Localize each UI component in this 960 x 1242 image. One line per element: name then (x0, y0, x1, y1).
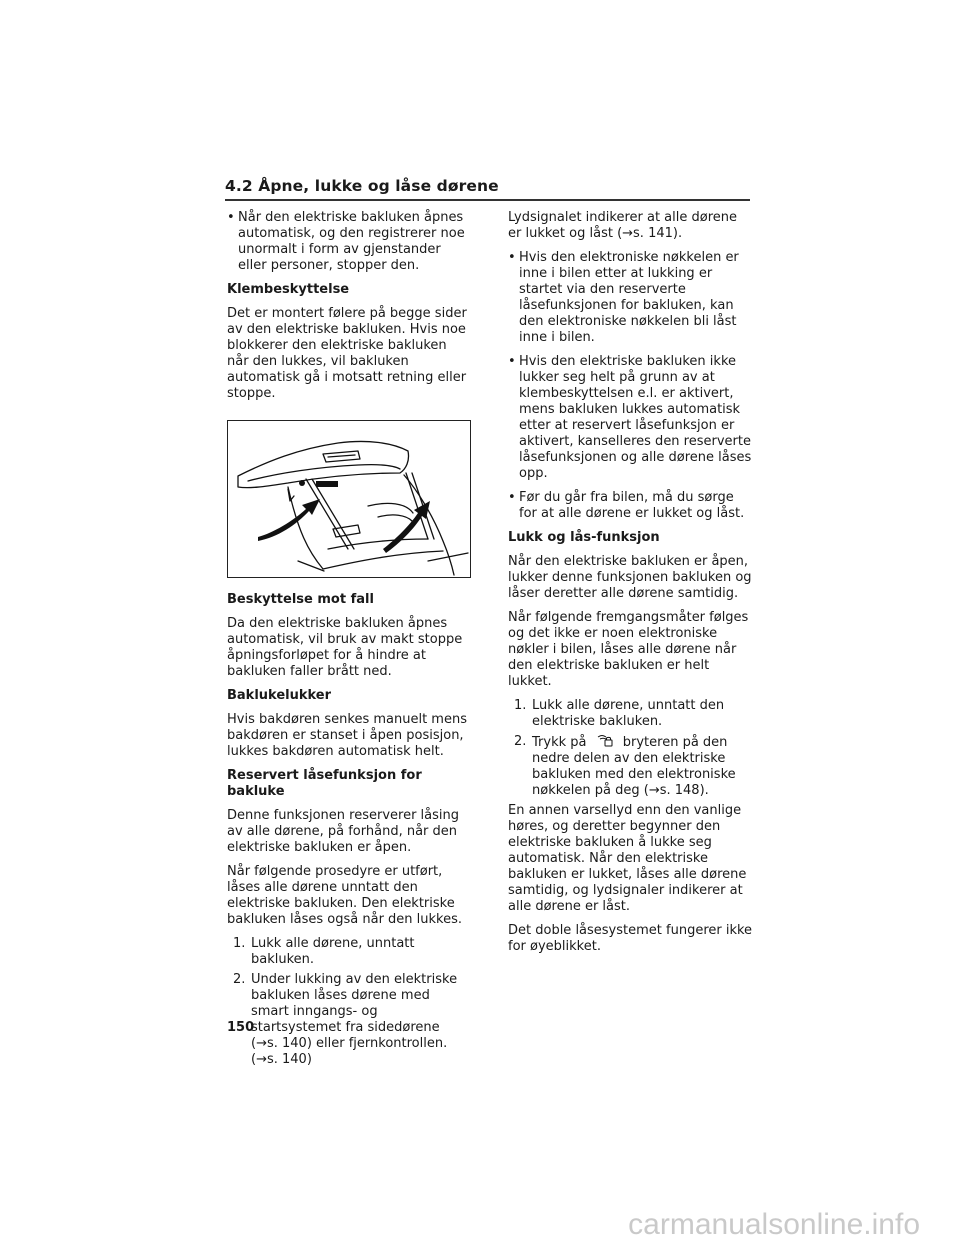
paragraph-klembeskyttelse: Det er montert følere på begge sider av den elektriske bakluken. Hvis noe blokkerer den elektriske bakluken når den lukkes, vil bakluken automatisk gå i motsatt retning eller stoppe. (227, 306, 467, 401)
section-header (225, 177, 750, 195)
step-item (514, 734, 753, 799)
step-text: Under lukking av den elektriske bakluken låses dørene med smart inngangs- og startsystemet fra sidedørene (→s. 140) eller fjernkontrollen. (→s. 140) (251, 972, 458, 1067)
header-divider (225, 199, 750, 201)
bullet-item: • Når den elektriske bakluken åpnes automatisk, og den registrerer noe unormalt i form av gjenstander eller personer, stopper den. (227, 210, 467, 274)
lock-switch-icon (594, 734, 616, 748)
section-title: 4.2 Åpne, lukke og låse dørene (225, 177, 499, 195)
step-number: 1. (233, 936, 246, 951)
paragraph-lukk-1: Når den elektriske bakluken er åpen, lukker denne funksjonen bakluken og låser deretter alle dørene samtidig. (508, 554, 752, 601)
tailgate-illustration (227, 420, 471, 578)
step-number: 2. (233, 972, 246, 987)
step-item (233, 972, 467, 1068)
paragraph-beskyttelse-mot-fall: Da den elektriske bakluken åpnes automatisk, vil bruk av makt stoppe åpningsforløpet for å hindre at bakluken faller brått ned. (227, 616, 463, 679)
paragraph-lydsignal: Lydsignalet indikerer at alle dørene er lukket og låst (→s. 141). (508, 210, 738, 241)
paragraph-reservert-1: Denne funksjonen reserverer låsing av alle dørene, på forhånd, når den elektriske bakluken er åpen. (227, 808, 460, 855)
heading-klembeskyttelse: Klembeskyttelse (227, 282, 350, 297)
left-column (227, 210, 467, 1072)
page-number: 150 (227, 1020, 255, 1035)
step-item (233, 936, 467, 968)
step-number: 2. (514, 734, 527, 749)
step-text: Lukk alle dørene, unntatt den elektriske bakluken. (532, 698, 725, 729)
heading-beskyttelse-mot-fall: Beskyttelse mot fall (227, 592, 374, 607)
paragraph-lukk-2: Når følgende fremgangsmåter følges og det ikke er noen elektroniske nøkler i bilen, låses alle dørene når den elektriske bakluken er helt lukket. (508, 610, 749, 689)
bullet-item: • Hvis den elektriske bakluken ikke lukker seg helt på grunn av at klembeskyttelsen e.l. er aktivert, mens bakluken lukkes automatisk etter at reservert låsefunksjon er aktivert, kanselleres den reserverte låsefunksjonen og alle dørene låses opp. (508, 354, 753, 482)
step-text: Lukk alle dørene, unntatt bakluken. (251, 936, 415, 967)
heading-baklukelukker: Baklukelukker (227, 688, 332, 703)
heading-reservert-laasefunksjon: Reservert låsefunksjon for bakluke (227, 768, 422, 799)
step-text-suffix: bryteren på den nedre delen av den elektriske bakluken med den elektroniske nøkkelen på deg (→s. 148). (532, 735, 736, 798)
step-item (514, 698, 753, 730)
paragraph-baklukelukker: Hvis bakdøren senkes manuelt mens bakdøren er stanset i åpen posisjon, lukkes bakdøren automatisk helt. (227, 712, 467, 759)
bullet-item: • Hvis den elektroniske nøkkelen er inne i bilen etter at lukking er startet via den reserverte låsefunksjonen for bakluken, kan den elektroniske nøkkelen bli låst inne i bilen. (508, 250, 753, 346)
right-column (508, 210, 753, 963)
step-text-prefix: Trykk på (532, 735, 587, 750)
paragraph-varsellyd: En annen varsellyd enn den vanlige høres, og deretter begynner den elektriske bakluken å lukke seg automatisk. Når den elektriske bakluken er lukket, låses alle dørene samtidig, og lydsignaler indikerer at alle dørene er låst. (508, 803, 747, 914)
heading-lukk-og-laas: Lukk og lås-funksjon (508, 530, 660, 545)
paragraph-reservert-2: Når følgende prosedyre er utført, låses alle dørene unntatt den elektriske bakluken. Den elektriske bakluken låses også når den lukkes. (227, 864, 463, 927)
watermark: carmanualsonline.info (628, 1208, 920, 1241)
tailgate-drawing (228, 421, 470, 577)
paragraph-dobbel-laas: Det doble låsesystemet fungerer ikke for øyeblikket. (508, 923, 753, 954)
bullet-item: • Før du går fra bilen, må du sørge for at alle dørene er lukket og låst. (508, 490, 753, 522)
step-number: 1. (514, 698, 527, 713)
